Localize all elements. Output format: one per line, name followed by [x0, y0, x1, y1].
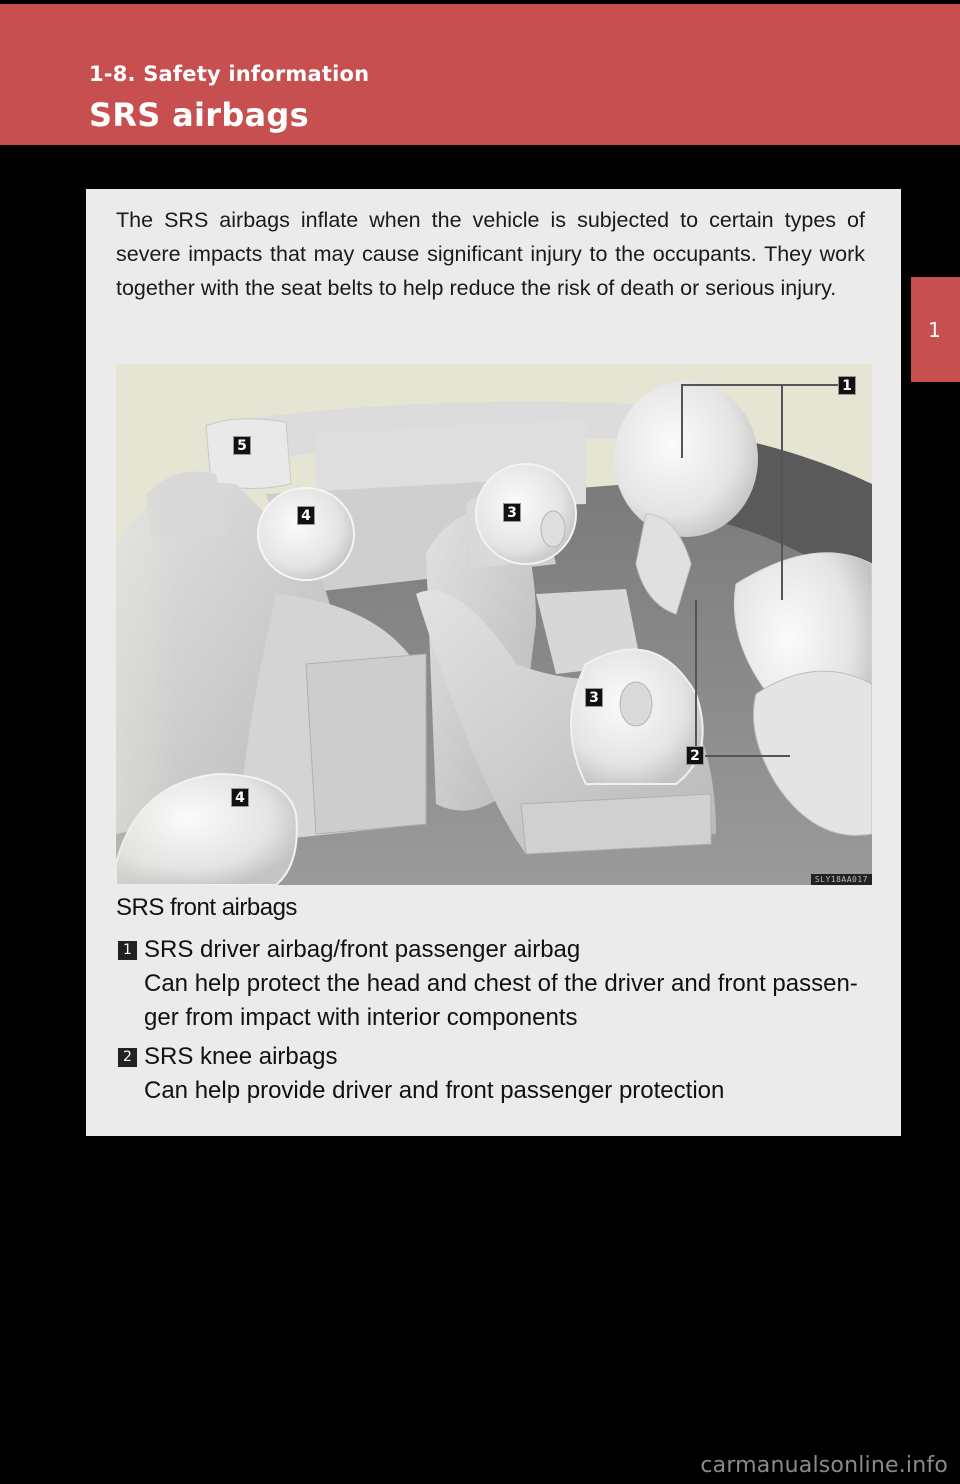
section-heading: SRS front airbags — [116, 894, 297, 921]
leader-line-2-horizontal — [705, 755, 790, 757]
intro-paragraph: The SRS airbags inflate when the vehicle is subjected to certain types of severe impacts that may cause significant injury to the occupants. They work together with the seat belts to help reduce the risk of death or serious injury. — [116, 208, 865, 300]
chapter-tab-label: 1 — [928, 317, 941, 342]
item-description: Can help protect the head and chest of the driver and front passen-ger from impact with interior components — [144, 970, 858, 1031]
car-interior-drawing — [116, 364, 872, 885]
number-badge-1: 1 — [118, 941, 137, 960]
section-label: 1-8. Safety information — [89, 62, 370, 86]
callout-5: 5 — [233, 436, 251, 455]
item-title: SRS knee airbags — [144, 1043, 338, 1070]
callout-2: 2 — [686, 746, 704, 765]
item-description: Can help provide driver and front passenger protection — [144, 1077, 725, 1104]
leader-line-2-vertical — [695, 600, 697, 747]
leader-line-1-left — [681, 384, 683, 458]
leader-line-1-horizontal — [681, 384, 838, 386]
watermark-link[interactable]: carmanualsonline.info — [700, 1453, 948, 1478]
callout-3-lower: 3 — [585, 688, 603, 707]
leader-line-1-right — [781, 384, 783, 600]
chapter-tab[interactable] — [911, 277, 960, 382]
item-title: SRS driver airbag/front passenger airbag — [144, 936, 581, 963]
callout-4-lower: 4 — [231, 788, 249, 807]
callout-3-upper: 3 — [503, 503, 521, 522]
figure-code: SLY18AA017 — [811, 874, 872, 885]
airbag-illustration — [116, 364, 872, 885]
number-badge-2: 2 — [118, 1048, 137, 1067]
callout-1: 1 — [838, 376, 856, 395]
callout-4-upper: 4 — [297, 506, 315, 525]
page-title: SRS airbags — [89, 96, 309, 134]
page-header — [0, 4, 960, 145]
